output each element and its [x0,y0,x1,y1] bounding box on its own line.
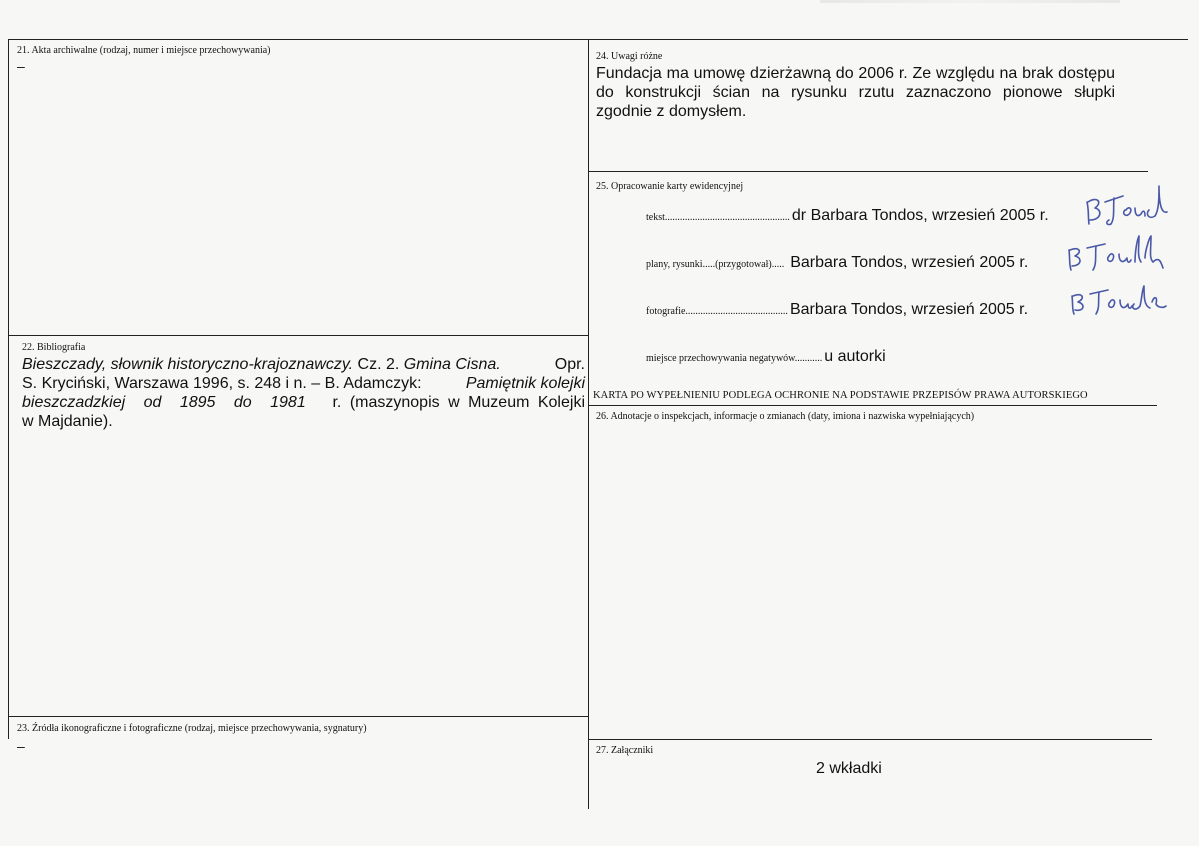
bib-opr: Opr. [554,356,585,373]
section-21-value: – [17,58,25,74]
rule-22-23 [8,716,589,717]
signature-plany [1065,232,1170,274]
negatywy-value: u autorki [824,348,886,365]
foto-label: fotografie......................................... [646,306,788,317]
rule-24-25 [589,171,1148,172]
bib-part: Cz. 2. [353,356,404,373]
foto-row [646,301,1028,319]
center-divider [588,39,589,809]
bib-note: r. (maszynopis w Muzeum Kolejki [324,394,585,411]
bib-title-1: Bieszczady, słownik historyczno-krajoznawczy. [22,356,354,373]
signature-foto [1068,282,1170,318]
tekst-label: tekst.................................................. [646,212,790,223]
section-27-label: 27. Załączniki [596,745,654,756]
section-23-label: 23. Źródła ikonograficzne i fotograficzne (rodzaj, miejsce przechowywania, sygnatury) [17,723,367,734]
tekst-row [646,207,1049,225]
section-22-bibliography [22,355,585,431]
negatywy-label: miejsce przechowywania negatywów........... [646,353,823,364]
bib-title-4: bieszczadzkiej od 1895 do 1981 [22,394,306,411]
rule-21-22 [8,335,589,336]
section-27-value: 2 wkładki [816,760,882,777]
section-23-value: – [17,738,25,754]
section-25-label: 25. Opracowanie karty ewidencyjnej [596,181,744,192]
bib-title-2: Gmina Cisna. [403,356,501,373]
section-26-label: 26. Adnotacje o inspekcjach, informacje o zmianach (daty, imiona i nazwiska wypełniających) [596,411,975,422]
foto-value: Barbara Tondos, wrzesień 2005 r. [789,301,1029,318]
signature-tekst [1085,180,1170,228]
plany-value: Barbara Tondos, wrzesień 2005 r. [790,254,1029,271]
negatywy-row [646,348,886,366]
rule-25-26 [589,405,1157,406]
section-22-label: 22. Bibliografia [22,342,86,353]
section-24-text: Fundacja ma umowę dzierżawną do 2006 r. Ze względu na brak dostępu do konstrukcji ścian na rysunku rzutu zaznaczono pionowe słupki zgodnie z domysłem. [596,65,1115,120]
top-rule [8,39,1188,40]
left-border [8,39,9,739]
bib-location: w Majdanie). [22,413,113,430]
copyright-notice: KARTA PO WYPEŁNIENIU PODLEGA OCHRONIE NA PODSTAWIE PRZEPISÓW PRAWA AUTORSKIEGO [593,390,1088,401]
section-24-label: 24. Uwagi różne [596,51,663,62]
bib-author-line: S. Kryciński, Warszawa 1996, s. 248 i n. – B. Adamczyk: [22,375,427,392]
plany-row [646,254,1028,272]
bib-title-3: Pamiętnik kolejki [465,375,585,392]
tekst-value: dr Barbara Tondos, wrzesień 2005 r. [791,207,1049,224]
cut-off-top-edge [0,0,1199,6]
rule-26-27 [589,739,1152,740]
section-21-label: 21. Akta archiwalne (rodzaj, numer i miejsce przechowywania) [17,45,271,56]
plany-label: plany, rysunki.....(przygotował)..... [646,259,785,270]
